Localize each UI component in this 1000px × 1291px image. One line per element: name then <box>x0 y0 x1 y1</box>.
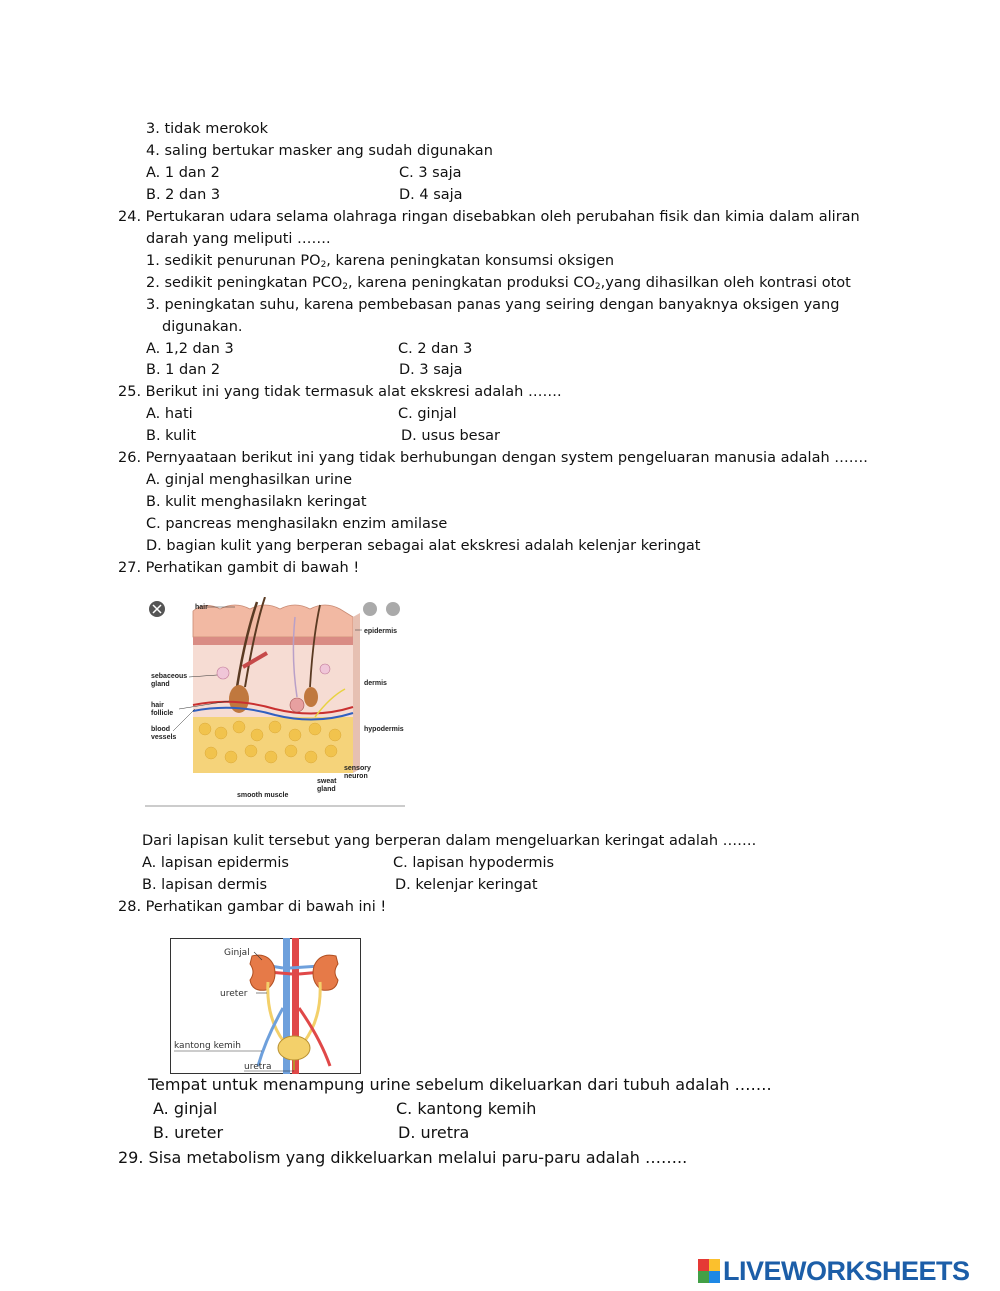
skin-label-sebaceous-2: gland <box>151 681 170 688</box>
skin-label-sebaceous-1: sebaceous <box>151 673 188 680</box>
skin-label-follicle-1: hair <box>151 702 164 709</box>
q28-option-a: A. ginjal <box>153 1099 218 1118</box>
q24-stem-line2: darah yang meliputi ……. <box>146 231 331 247</box>
skin-label-smooth-muscle: smooth muscle <box>237 792 289 799</box>
skin-label-blood-2: vessels <box>151 734 177 741</box>
skin-label-sweat-1: sweat <box>317 778 337 785</box>
q24-option-d: D. 3 saja <box>399 362 463 378</box>
urinary-label-kantong-kemih: kantong kemih <box>174 1041 241 1051</box>
liveworksheets-logo-text: LIVEWORKSHEETS <box>723 1255 970 1286</box>
q23-option-a: A. 1 dan 2 <box>146 165 220 181</box>
q27-option-d: D. kelenjar keringat <box>395 877 538 893</box>
q24-option-b: B. 1 dan 2 <box>146 362 221 378</box>
q28-option-d: D. uretra <box>398 1123 470 1142</box>
urinary-label-ureter: ureter <box>220 989 248 999</box>
q24-item-3-cont: digunakan. <box>162 319 243 335</box>
q23-item-3: 3. tidak merokok <box>146 121 268 137</box>
q24-item-1: 1. sedikit penurunan $PO_2$, karena peningkatan konsumsi oksigen <box>146 253 615 270</box>
skin-label-hypodermis: hypodermis <box>364 726 404 733</box>
q28-question: Tempat untuk menampung urine sebelum dikeluarkan dari tubuh adalah ……. <box>148 1075 772 1094</box>
urinary-label-ginjal: Ginjal <box>224 948 250 958</box>
q24-option-c: C. 2 dan 3 <box>398 341 473 357</box>
liveworksheets-logo <box>698 1254 970 1288</box>
q27-option-c: C. lapisan hypodermis <box>393 855 555 871</box>
q23-item-4: 4. saling bertukar masker ang sudah digunakan <box>146 143 493 159</box>
q26-stem: 26. Pernyaataan berikut ini yang tidak berhubungan dengan system pengeluaran manusia adalah ……. <box>118 450 868 466</box>
q25-option-d: D. usus besar <box>401 428 501 444</box>
q25-option-a: A. hati <box>146 406 193 422</box>
q24-stem-line1: 24. Pertukaran udara selama olahraga ringan disebabkan oleh perubahan fisik dan kimia dalam aliran <box>118 209 860 225</box>
q26-option-c: C. pancreas menghasilakn enzim amilase <box>146 516 448 532</box>
q26-option-a: A. ginjal menghasilkan urine <box>146 472 353 488</box>
q27-option-b: B. lapisan dermis <box>142 877 268 893</box>
urinary-system-figure <box>170 938 361 1074</box>
skin-label-dermis: dermis <box>364 680 387 687</box>
skin-label-sensory-2: neuron <box>344 773 368 780</box>
q23-option-c: C. 3 saja <box>399 165 462 181</box>
skin-label-sweat-2: gland <box>317 786 336 793</box>
skin-label-epidermis: epidermis <box>364 628 398 635</box>
urinary-label-uretra: uretra <box>244 1062 272 1072</box>
skin-label-hair: hair <box>195 604 208 611</box>
skin-label-sensory-1: sensory <box>344 765 371 772</box>
q24-item-3: 3. peningkatan suhu, karena pembebasan panas yang seiring dengan banyaknya oksigen yang <box>146 297 840 313</box>
skin-label-blood-1: blood <box>151 726 171 733</box>
q25-stem: 25. Berikut ini yang tidak termasuk alat ekskresi adalah ……. <box>118 384 562 400</box>
q28-stem: 28. Perhatikan gambar di bawah ini ! <box>118 899 387 915</box>
q27-stem: 27. Perhatikan gambit di bawah ! <box>118 560 360 576</box>
q25-option-c: C. ginjal <box>398 406 457 422</box>
liveworksheets-logo-icon <box>698 1259 720 1283</box>
q24-option-a: A. 1,2 dan 3 <box>146 341 234 357</box>
q26-option-b: B. kulit menghasilakn keringat <box>146 494 367 510</box>
skin-cross-section-figure <box>145 597 405 807</box>
skin-label-follicle-2: follicle <box>151 710 174 717</box>
q28-option-c: C. kantong kemih <box>396 1099 537 1118</box>
q26-option-d: D. bagian kulit yang berperan sebagai alat ekskresi adalah kelenjar keringat <box>146 538 701 554</box>
q23-option-b: B. 2 dan 3 <box>146 187 221 203</box>
q27-option-a: A. lapisan epidermis <box>142 855 289 871</box>
q28-option-b: B. ureter <box>153 1123 224 1142</box>
q25-option-b: B. kulit <box>146 428 197 444</box>
q27-question: Dari lapisan kulit tersebut yang berperan dalam mengeluarkan keringat adalah ……. <box>142 833 757 849</box>
q23-option-d: D. 4 saja <box>399 187 463 203</box>
q29-stem: 29. Sisa metabolism yang dikkeluarkan melalui paru-paru adalah …….. <box>118 1148 688 1167</box>
q24-item-2: 2. sedikit peningkatan $PCO_2$, karena peningkatan produksi $CO_2,yang$ dihasilkan oleh kontrasi otot <box>146 275 851 292</box>
